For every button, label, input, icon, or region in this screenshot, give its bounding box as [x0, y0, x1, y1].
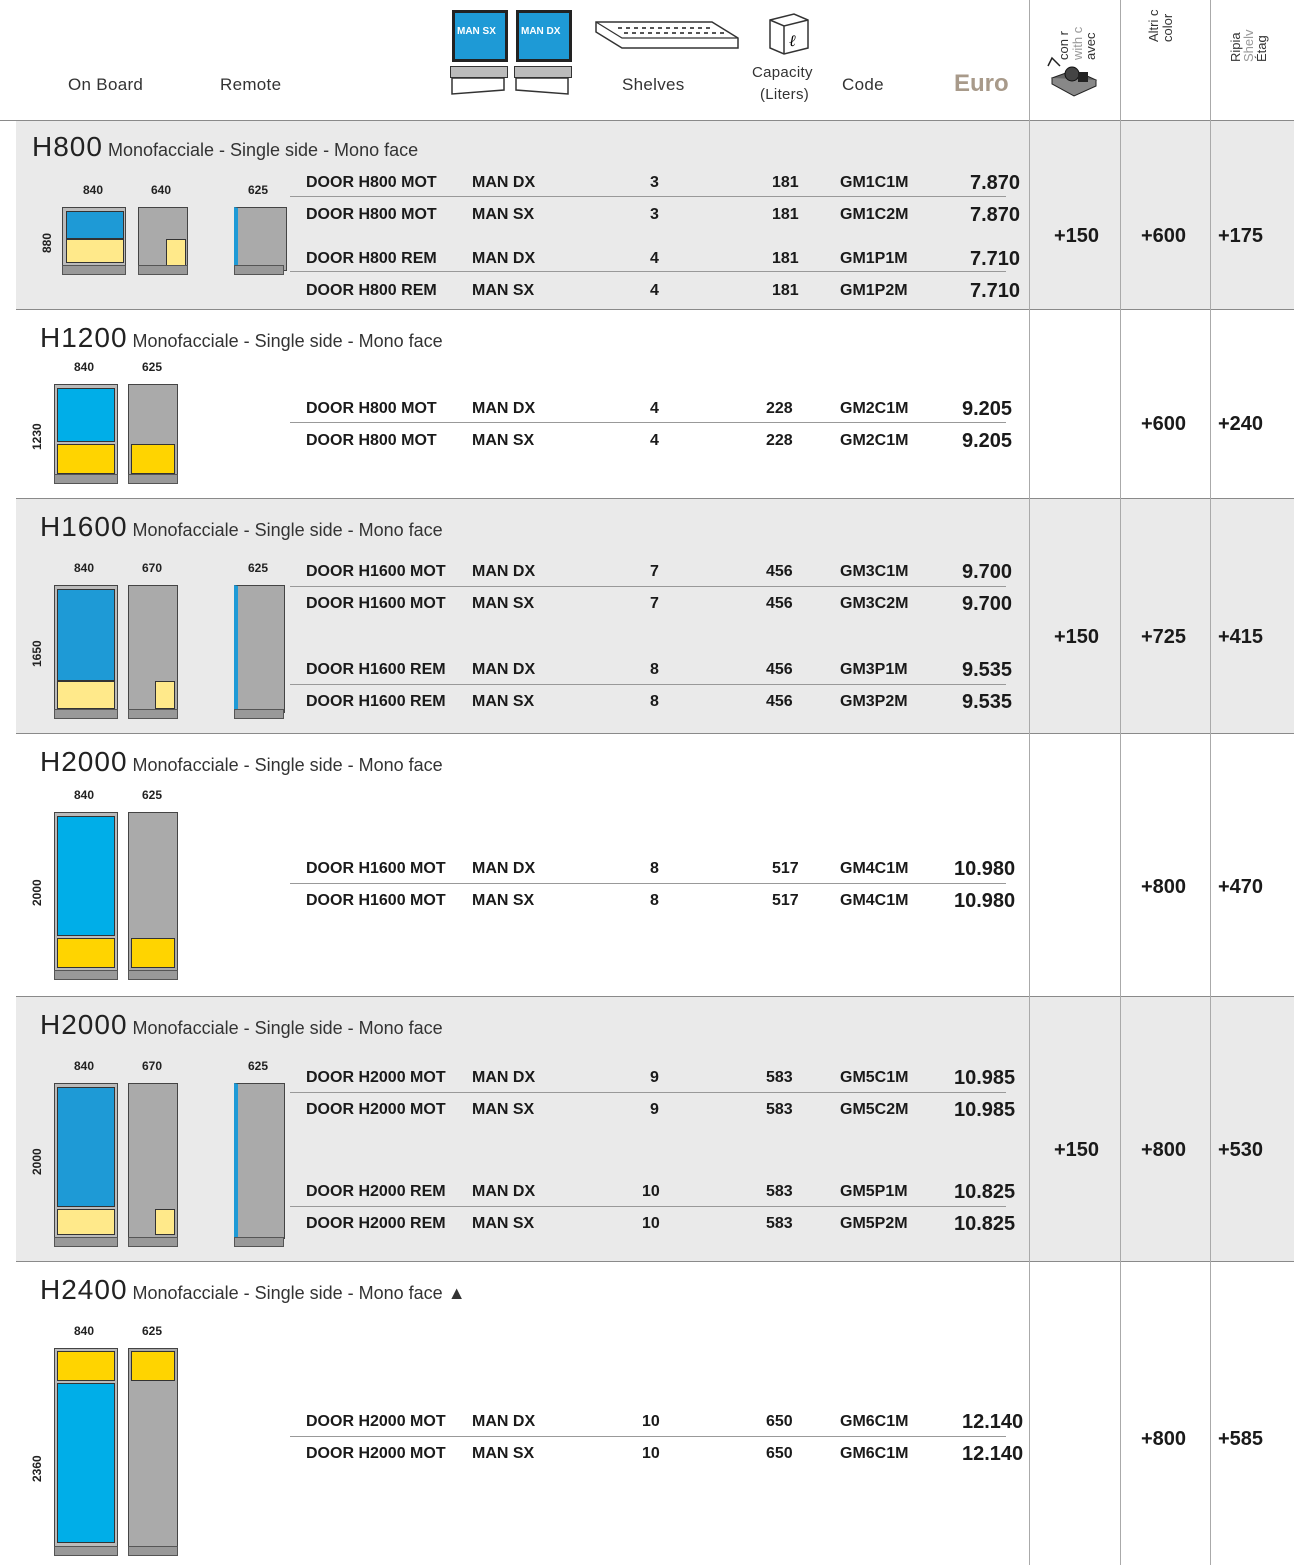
product-code: GM2C1M [840, 400, 909, 417]
capacity-value: 181 [772, 174, 799, 191]
dim-width-1: 840 [74, 1059, 95, 1073]
door-model: DOOR H800 REM [306, 250, 437, 267]
extra-shelf: +585 [1218, 1428, 1264, 1450]
extra-remote: +150 [1054, 1139, 1100, 1161]
dim-width-2: 625 [142, 788, 163, 802]
hinge-side: MAN DX [472, 1413, 536, 1430]
hinge-side: MAN SX [472, 206, 535, 223]
section-height: H1200 [40, 322, 128, 353]
header-code: Code [842, 75, 884, 94]
hinge-side: MAN DX [472, 174, 536, 191]
hinge-side: MAN SX [472, 892, 535, 909]
shelves-count: 10 [642, 1445, 660, 1462]
shelves-count: 10 [642, 1413, 660, 1430]
col1-line-a: con r [1056, 31, 1071, 60]
extra-shelf: +530 [1218, 1139, 1264, 1161]
shelves-count: 4 [650, 282, 659, 299]
shelves-count: 10 [642, 1183, 660, 1200]
price: 10.825 [954, 1213, 1016, 1235]
capacity-value: 181 [772, 282, 799, 299]
price: 10.980 [954, 858, 1016, 880]
shelves-count: 9 [650, 1101, 659, 1118]
price: 7.870 [970, 172, 1021, 194]
shelves-count: 7 [650, 563, 659, 580]
extra-color: +600 [1141, 225, 1187, 247]
row-divider [290, 883, 1006, 884]
capacity-value: 456 [766, 563, 793, 580]
section-title [40, 1009, 443, 1041]
shelves-count: 3 [650, 174, 659, 191]
shelves-count: 8 [650, 892, 659, 909]
dim-width-2: 625 [142, 360, 163, 374]
hinge-side: MAN DX [472, 1069, 536, 1086]
dim-height: 1650 [30, 640, 44, 667]
header-euro: Euro [954, 70, 1009, 97]
capacity-value: 650 [766, 1445, 793, 1462]
section-subtitle: Monofacciale - Single side - Mono face ▲ [132, 1283, 466, 1303]
price: 9.535 [962, 659, 1013, 681]
row-divider [290, 586, 1006, 587]
dim-height: 880 [40, 232, 54, 253]
door-model: DOOR H2000 MOT [306, 1413, 446, 1430]
table-row [290, 689, 1013, 715]
svg-text:ℓ: ℓ [789, 31, 796, 50]
door-model: DOOR H2000 MOT [306, 1069, 446, 1086]
section-subtitle: Monofacciale - Single side - Mono face [132, 755, 443, 775]
price: 7.710 [970, 248, 1021, 270]
table-row [290, 559, 1013, 585]
extra-remote: +150 [1054, 225, 1100, 247]
dim-width-1: 840 [74, 1324, 95, 1338]
col3-line-b: Shelv [1241, 29, 1256, 62]
product-code: GM6C1M [840, 1413, 909, 1430]
price: 9.205 [962, 398, 1013, 420]
table-row [290, 202, 1021, 228]
hinge-side: MAN DX [472, 400, 536, 417]
header-shelves: Shelves [622, 75, 685, 94]
shelves-count: 9 [650, 1069, 659, 1086]
extra-remote: +150 [1054, 626, 1100, 648]
hinge-side: MAN DX [472, 860, 536, 877]
hinge-side: MAN SX [472, 282, 535, 299]
section-title [40, 322, 443, 354]
dim-width-1: 840 [74, 561, 95, 575]
column-divider [1210, 0, 1211, 1565]
table-row [290, 856, 1016, 882]
row-divider [290, 271, 1006, 272]
table-header [0, 0, 1294, 121]
col3-line-c: Étag [1254, 35, 1269, 62]
column-divider [1120, 0, 1121, 1565]
hinge-side: MAN SX [472, 693, 535, 710]
product-code: GM5C1M [840, 1069, 909, 1086]
extra-shelf: +175 [1218, 225, 1264, 247]
product-code: GM1C2M [840, 206, 909, 223]
header-col3-c [1256, 0, 1268, 62]
header-liters: (Liters) [760, 86, 810, 103]
price: 10.985 [954, 1099, 1016, 1121]
door-model: DOOR H800 MOT [306, 400, 437, 417]
section-subtitle: Monofacciale - Single side - Mono face [132, 520, 443, 540]
section-subtitle: Monofacciale - Single side - Mono face [132, 1018, 443, 1038]
hinge-side: MAN DX [472, 563, 536, 580]
dim-width-2: 670 [142, 561, 163, 575]
row-divider [290, 422, 1006, 423]
section-height: H1600 [40, 511, 128, 542]
capacity-value: 228 [766, 400, 793, 417]
door-model: DOOR H1600 REM [306, 661, 446, 678]
header-col1-c [1085, 0, 1097, 60]
dim-width-2: 625 [142, 1324, 163, 1338]
capacity-value: 517 [772, 892, 799, 909]
door-model: DOOR H800 REM [306, 282, 437, 299]
section-height: H2000 [40, 746, 128, 777]
row-divider [290, 1092, 1006, 1093]
dim-width-2: 670 [142, 1059, 163, 1073]
capacity-value: 456 [766, 693, 793, 710]
price: 9.535 [962, 691, 1013, 713]
door-model: DOOR H800 MOT [306, 174, 437, 191]
table-row [290, 1179, 1016, 1205]
dim-width-3: 625 [248, 1059, 269, 1073]
capacity-value: 456 [766, 595, 793, 612]
table-row [290, 1441, 1024, 1467]
hinge-side: MAN DX [472, 661, 536, 678]
product-code: GM5C2M [840, 1101, 909, 1118]
extra-color: +725 [1141, 626, 1187, 648]
extra-color: +600 [1141, 413, 1187, 435]
product-code: GM3C1M [840, 563, 909, 580]
section-height: H2400 [40, 1274, 128, 1305]
hinge-side: MAN DX [472, 250, 536, 267]
man-sx-label: MAN SX [457, 26, 496, 37]
door-model: DOOR H2000 REM [306, 1215, 446, 1232]
price: 10.985 [954, 1067, 1016, 1089]
product-code: GM6C1M [840, 1445, 909, 1462]
table-row [290, 1211, 1016, 1237]
extra-color: +800 [1141, 1428, 1187, 1450]
capacity-value: 583 [766, 1183, 793, 1200]
capacity-value: 650 [766, 1413, 793, 1430]
shelves-count: 4 [650, 432, 659, 449]
door-model: DOOR H1600 MOT [306, 892, 446, 909]
dim-height: 2000 [30, 879, 44, 906]
section-title [32, 131, 418, 163]
section-title [40, 746, 443, 778]
extra-shelf: +240 [1218, 413, 1264, 435]
header-col2 [1148, 0, 1160, 42]
section-title [40, 511, 443, 543]
dim-width-1: 840 [74, 788, 95, 802]
product-code: GM1P2M [840, 282, 908, 299]
dim-height: 1230 [30, 423, 44, 450]
extra-shelf: +470 [1218, 876, 1264, 898]
dim-width-2: 640 [151, 183, 172, 197]
row-divider [290, 684, 1006, 685]
door-model: DOOR H1600 MOT [306, 595, 446, 612]
table-row [290, 170, 1021, 196]
header-col2-b [1162, 0, 1174, 42]
col1-line-c: avec [1083, 32, 1098, 60]
col2-line-a: Altri c [1146, 9, 1161, 42]
product-code: GM2C1M [840, 432, 909, 449]
shelves-count: 8 [650, 693, 659, 710]
price: 9.205 [962, 430, 1013, 452]
table-row [290, 657, 1013, 683]
capacity-value: 583 [766, 1101, 793, 1118]
product-code: GM4C1M [840, 892, 909, 909]
row-divider [290, 196, 1006, 197]
product-code: GM3P2M [840, 693, 908, 710]
door-model: DOOR H2000 MOT [306, 1101, 446, 1118]
table-row [290, 1097, 1016, 1123]
table-row [290, 591, 1013, 617]
hinge-side: MAN DX [472, 1183, 536, 1200]
product-code: GM1P1M [840, 250, 908, 267]
shelves-count: 8 [650, 661, 659, 678]
product-code: GM3C2M [840, 595, 909, 612]
extra-shelf: +415 [1218, 626, 1264, 648]
price: 10.825 [954, 1181, 1016, 1203]
table-row [290, 428, 1013, 454]
table-row [290, 1409, 1024, 1435]
remote-unit-icon [1044, 52, 1100, 100]
section-subtitle: Monofacciale - Single side - Mono face [107, 140, 419, 160]
capacity-value: 517 [772, 860, 799, 877]
product-code: GM5P2M [840, 1215, 908, 1232]
door-model: DOOR H2000 REM [306, 1183, 446, 1200]
door-model: DOOR H1600 MOT [306, 563, 446, 580]
shelves-count: 4 [650, 400, 659, 417]
shelves-count: 4 [650, 250, 659, 267]
man-dx-door-icon [514, 8, 570, 94]
hinge-side: MAN SX [472, 595, 535, 612]
col2-line-b: color [1160, 13, 1175, 42]
capacity-value: 456 [766, 661, 793, 678]
section-height: H800 [32, 131, 103, 162]
hinge-side: MAN SX [472, 1445, 535, 1462]
price: 7.870 [970, 204, 1021, 226]
man-dx-label: MAN DX [521, 26, 561, 37]
door-model: DOOR H2000 MOT [306, 1445, 446, 1462]
header-remote: Remote [220, 75, 282, 94]
table-row [290, 278, 1021, 304]
shelves-count: 8 [650, 860, 659, 877]
row-divider [290, 1206, 1006, 1207]
col3-line-a: Ripia [1228, 32, 1243, 62]
dim-width-1: 840 [83, 183, 104, 197]
capacity-value: 228 [766, 432, 793, 449]
table-row [290, 396, 1013, 422]
shelf-icon [592, 14, 742, 56]
table-row [290, 1065, 1016, 1091]
price: 10.980 [954, 890, 1016, 912]
column-divider [1029, 0, 1030, 1565]
door-model: DOOR H1600 MOT [306, 860, 446, 877]
table-row [290, 888, 1016, 914]
section-height: H2000 [40, 1009, 128, 1040]
product-code: GM5P1M [840, 1183, 908, 1200]
hinge-side: MAN SX [472, 1215, 535, 1232]
capacity-value: 181 [772, 250, 799, 267]
shelves-count: 3 [650, 206, 659, 223]
row-divider [290, 1436, 1006, 1437]
dim-height: 2000 [30, 1148, 44, 1175]
door-model: DOOR H1600 REM [306, 693, 446, 710]
col1-line-b: with c [1070, 26, 1085, 60]
man-sx-door-icon [450, 8, 506, 94]
price: 7.710 [970, 280, 1021, 302]
price: 12.140 [962, 1443, 1024, 1465]
capacity-value: 583 [766, 1215, 793, 1232]
section-subtitle: Monofacciale - Single side - Mono face [132, 331, 443, 351]
table-row [290, 246, 1021, 272]
header-capacity: Capacity [752, 64, 813, 81]
header-on-board: On Board [68, 75, 144, 94]
dim-height: 2360 [30, 1455, 44, 1482]
header-col1 [1058, 0, 1070, 60]
extra-color: +800 [1141, 876, 1187, 898]
hinge-side: MAN SX [472, 432, 535, 449]
price: 9.700 [962, 561, 1013, 583]
capacity-value: 181 [772, 206, 799, 223]
door-model: DOOR H800 MOT [306, 206, 437, 223]
dim-width-3: 625 [248, 183, 269, 197]
price: 9.700 [962, 593, 1013, 615]
shelves-count: 7 [650, 595, 659, 612]
product-code: GM4C1M [840, 860, 909, 877]
capacity-value: 583 [766, 1069, 793, 1086]
extra-color: +800 [1141, 1139, 1187, 1161]
price: 12.140 [962, 1411, 1024, 1433]
dim-width-3: 625 [248, 561, 269, 575]
hinge-side: MAN SX [472, 1101, 535, 1118]
product-code: GM1C1M [840, 174, 909, 191]
section-title [40, 1274, 466, 1306]
product-code: GM3P1M [840, 661, 908, 678]
capacity-cube-icon [764, 8, 814, 58]
door-model: DOOR H800 MOT [306, 432, 437, 449]
shelves-count: 10 [642, 1215, 660, 1232]
dim-width-1: 840 [74, 360, 95, 374]
